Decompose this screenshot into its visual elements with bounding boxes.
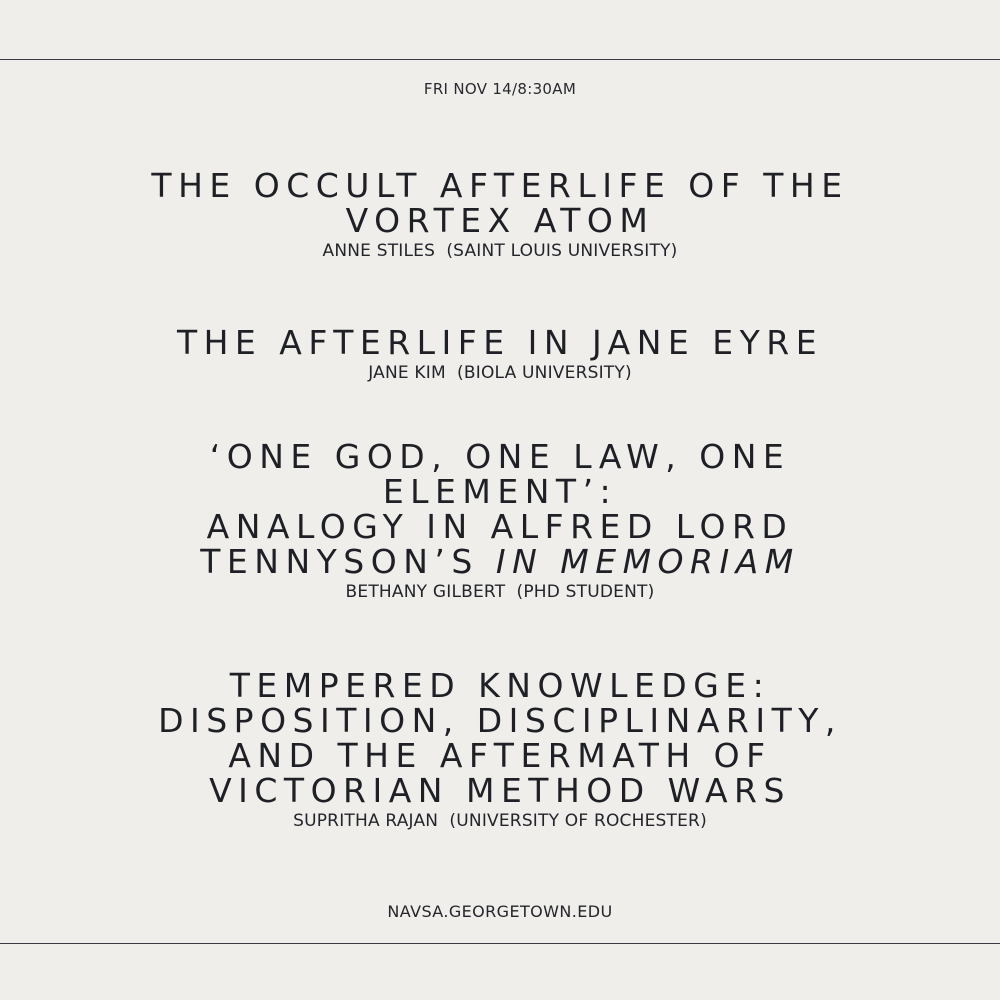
talk-title-line: ELEMENT’:: [382, 472, 618, 511]
talk-title-italic: IN MEMORIAM: [495, 542, 800, 581]
talk-speaker: ANNE STILES (SAINT LOUIS UNIVERSITY): [322, 241, 678, 261]
talk-title-prefix: TENNYSON’S: [200, 542, 496, 581]
talk-4: [0, 668, 1000, 831]
talk-speaker: SUPRITHA RAJAN (UNIVERSITY OF ROCHESTER): [293, 811, 707, 831]
talk-title: [0, 439, 1000, 579]
session-date-time: FRI NOV 14/8:30AM: [423, 80, 577, 98]
top-divider: [0, 59, 1000, 60]
talk-title-line: VICTORIAN METHOD WARS: [209, 771, 791, 810]
talk-title-line: THE OCCULT AFTERLIFE OF THE: [151, 166, 849, 205]
talk-speaker: BETHANY GILBERT (PHD STUDENT): [345, 582, 655, 602]
talk-title-line: TEMPERED KNOWLEDGE:: [229, 666, 771, 705]
talk-title: [0, 668, 1000, 808]
talk-title: [0, 168, 1000, 238]
talk-1: [0, 168, 1000, 261]
talk-title-line: AND THE AFTERMATH OF: [228, 736, 772, 775]
talk-title-line: DISPOSITION, DISCIPLINARITY,: [158, 701, 842, 740]
talk-title-line: THE AFTERLIFE IN JANE EYRE: [176, 323, 824, 362]
talk-title-line: ANALOGY IN ALFRED LORD: [206, 507, 794, 546]
talk-2: [0, 325, 1000, 383]
bottom-divider: [0, 943, 1000, 944]
website-link[interactable]: NAVSA.GEORGETOWN.EDU: [387, 902, 613, 921]
talk-title-line: VORTEX ATOM: [345, 201, 655, 240]
talk-speaker: JANE KIM (BIOLA UNIVERSITY): [368, 363, 632, 383]
talk-title-line: ‘ONE GOD, ONE LAW, ONE: [209, 437, 791, 476]
talk-title-line: [0, 544, 1000, 579]
talk-title: [0, 325, 1000, 360]
talk-3: [0, 439, 1000, 602]
